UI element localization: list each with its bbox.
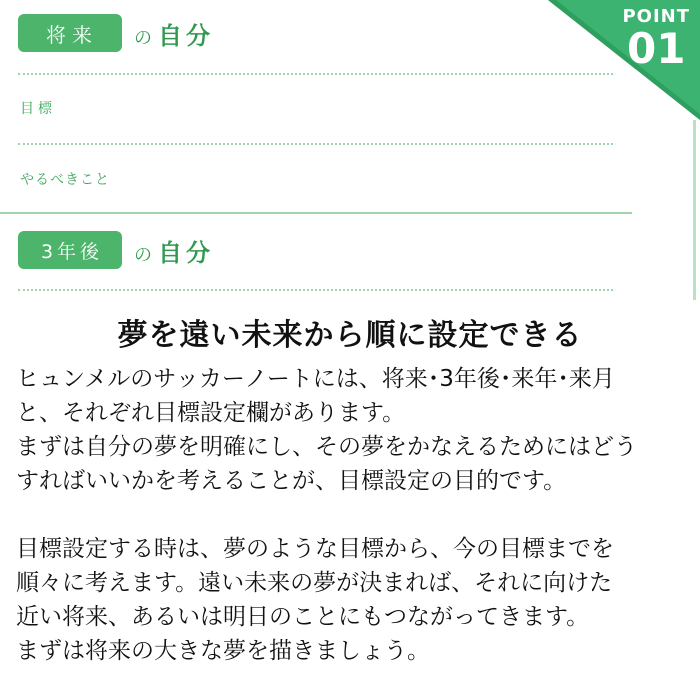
badge-number: 01 (627, 24, 686, 73)
body-line: すればいいかを考えることが、目標設定の目的です。 (16, 468, 567, 494)
dotted-divider (18, 289, 613, 291)
badge-text (622, 6, 690, 73)
section-future-header (18, 14, 214, 52)
section-tag: 3年後 (18, 231, 122, 269)
body-line: と、それぞれ目標設定欄があります。 (16, 400, 406, 426)
body-line: 順々に考えます。遠い未来の夢が決まれば、それに向けた (16, 570, 613, 596)
notebook-illustration (0, 0, 700, 300)
section-suffix: の 自分 (134, 238, 214, 267)
section-tag: 将来 (18, 14, 122, 52)
badge-word: POINT (622, 6, 690, 27)
field-label-todo: やるべきこと (20, 172, 110, 188)
section-suffix: の 自分 (134, 21, 214, 50)
body-line: ヒュンメルのサッカーノートには、将来･3年後･来年･来月 (16, 366, 615, 392)
field-label-goal: 目標 (20, 101, 56, 117)
section-divider (0, 212, 632, 214)
section-three-years-header (18, 231, 214, 269)
body-line: 目標設定する時は、夢のような目標から、今の目標までを (16, 536, 614, 562)
body-line: まずは将来の大きな夢を描きましょう。 (16, 638, 430, 664)
dotted-divider (18, 73, 613, 75)
article-headline: 夢を遠い未来から順に設定できる (117, 318, 583, 353)
body-line: 近い将来、あるいは明日のことにもつながってきます。 (16, 604, 590, 630)
article-body (16, 362, 696, 668)
page-edge-line (693, 120, 696, 300)
body-line: まずは自分の夢を明確にし、その夢をかなえるためにはどう (16, 434, 637, 460)
dotted-divider (18, 143, 613, 145)
point-badge (548, 0, 700, 120)
paragraph-gap (16, 498, 696, 532)
